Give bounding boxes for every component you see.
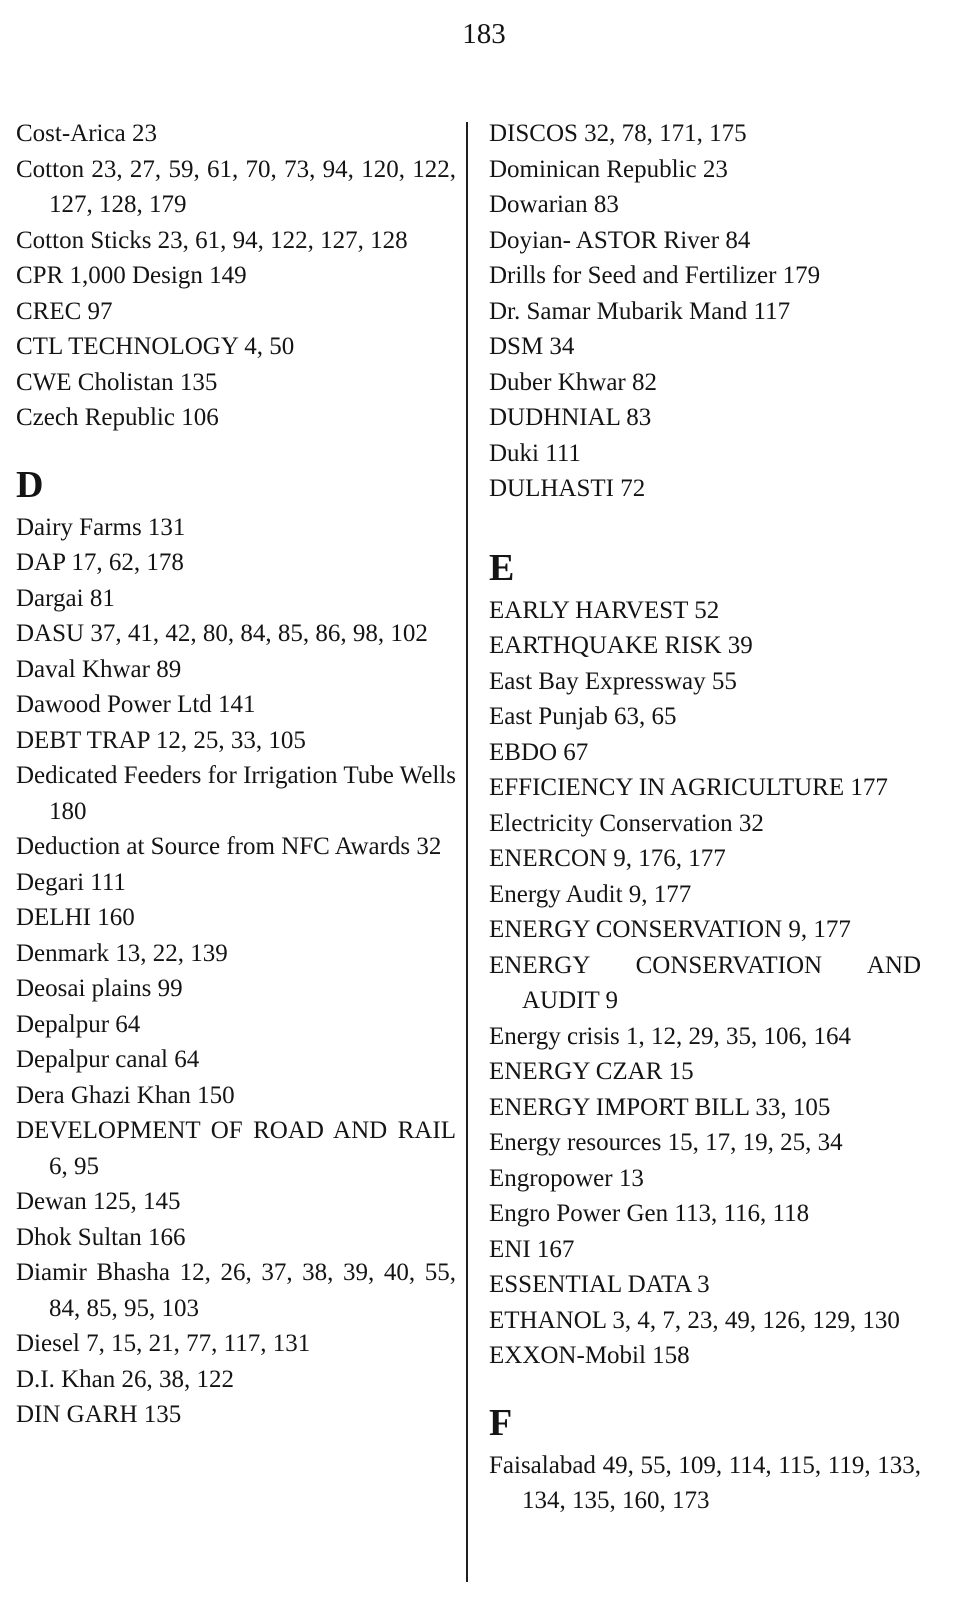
entries-f (489, 1448, 921, 1519)
index-entry: EARTHQUAKE RISK 39 (489, 632, 753, 659)
index-entry: Cotton 23, 27, 59, 61, 70, 73, 94, 120, 122, 127, 128, 179 (16, 155, 456, 218)
index-entry: EXXON-Mobil 158 (489, 1342, 690, 1369)
index-entry: Dowarian 83 (489, 191, 619, 218)
index-entry: ENERCON 9, 176, 177 (489, 845, 726, 872)
index-entry: Depalpur canal 64 (16, 1046, 200, 1073)
index-entry: CWE Cholistan 135 (16, 368, 218, 396)
index-entry: ENERGY CONSERVATION AND AUDIT 9 (489, 951, 921, 1014)
index-entry: DEVELOPMENT OF ROAD AND RAIL 6, 95 (16, 1117, 456, 1180)
index-entry: ENERGY CONSERVATION 9, 177 (489, 916, 851, 943)
index-entry: Denmark 13, 22, 139 (16, 939, 228, 967)
index-entry: East Punjab 63, 65 (489, 703, 677, 730)
index-entry: Dera Ghazi Khan 150 (16, 1081, 235, 1109)
index-entry: Degari 111 (16, 868, 126, 896)
index-entry: DASU 37, 41, 42, 80, 84, 85, 86, 98, 102 (16, 620, 428, 647)
index-entry: Dr. Samar Mubarik Mand 117 (489, 297, 791, 325)
index-entry: Drills for Seed and Fertilizer 179 (489, 262, 821, 289)
index-entry: Dedicated Feeders for Irrigation Tube Wells 180 (16, 762, 456, 825)
entries-e (489, 593, 921, 1374)
index-entry: EBDO 67 (489, 738, 589, 766)
index-entry: Dawood Power Ltd 141 (16, 691, 256, 718)
index-entry: Cost-Arica 23 (16, 120, 157, 147)
index-entry: Electricity Conservation 32 (489, 809, 764, 837)
index-entry: DIN GARH 135 (16, 1401, 182, 1428)
section-heading-f: F (489, 1401, 513, 1444)
index-entry: Dairy Farms 131 (16, 513, 186, 541)
index-entry: Daval Khwar 89 (16, 655, 182, 683)
index-entry: DISCOS 32, 78, 171, 175 (489, 120, 747, 147)
index-entry: Energy Audit 9, 177 (489, 880, 692, 908)
index-entry: Depalpur 64 (16, 1010, 141, 1038)
entries-d-continued (489, 116, 921, 507)
index-entry: Dhok Sultan 166 (16, 1223, 186, 1251)
index-entry: Czech Republic 106 (16, 404, 219, 431)
column-divider (466, 122, 468, 1582)
index-entry: DUDHNIAL 83 (489, 404, 652, 431)
section-heading-d: D (16, 463, 44, 506)
index-entry: Engropower 13 (489, 1164, 644, 1192)
index-entry: EARLY HARVEST 52 (489, 596, 720, 624)
index-entry: DAP 17, 62, 178 (16, 549, 184, 576)
index-entry: ETHANOL 3, 4, 7, 23, 49, 126, 129, 130 (489, 1306, 900, 1334)
entries-d (16, 510, 456, 1433)
index-entry: DELHI 160 (16, 904, 135, 931)
index-entry: Diesel 7, 15, 21, 77, 117, 131 (16, 1330, 311, 1357)
index-entry: Deosai plains 99 (16, 975, 183, 1002)
index-entry: East Bay Expressway 55 (489, 667, 737, 695)
index-entry: ENI 167 (489, 1235, 575, 1263)
index-entry: Dargai 81 (16, 584, 115, 612)
index-entry: Duber Khwar 82 (489, 368, 658, 396)
index-entry: Dewan 125, 145 (16, 1188, 181, 1215)
index-column-left (16, 116, 456, 1433)
index-entry: DULHASTI 72 (489, 475, 646, 502)
index-entry: DSM 34 (489, 333, 575, 360)
index-entry: Doyian- ASTOR River 84 (489, 226, 751, 254)
index-entry: Faisalabad 49, 55, 109, 114, 115, 119, 133, 134, 135, 160, 173 (489, 1451, 921, 1514)
index-entry: D.I. Khan 26, 38, 122 (16, 1365, 235, 1393)
index-entry: Energy resources 15, 17, 19, 25, 34 (489, 1129, 843, 1156)
index-entry: ENERGY IMPORT BILL 33, 105 (489, 1093, 831, 1121)
section-heading-e: E (489, 546, 515, 589)
index-entry: Dominican Republic 23 (489, 155, 728, 183)
index-entry: ESSENTIAL DATA 3 (489, 1271, 710, 1298)
entries-c (16, 116, 456, 436)
index-entry: DEBT TRAP 12, 25, 33, 105 (16, 726, 306, 754)
index-entry: Energy crisis 1, 12, 29, 35, 106, 164 (489, 1022, 852, 1050)
index-entry: EFFICIENCY IN AGRICULTURE 177 (489, 774, 888, 801)
page-number: 183 (462, 18, 506, 50)
index-entry: Diamir Bhasha 12, 26, 37, 38, 39, 40, 55, 84, 85, 95, 103 (16, 1259, 456, 1322)
index-entry: ENERGY CZAR 15 (489, 1058, 694, 1085)
index-entry: Cotton Sticks 23, 61, 94, 122, 127, 128 (16, 226, 408, 254)
index-entry: Deduction at Source from NFC Awards 32 (16, 833, 442, 860)
index-entry: Duki 111 (489, 439, 581, 467)
index-column-right (489, 116, 921, 1519)
index-entry: CPR 1,000 Design 149 (16, 262, 247, 289)
index-entry: CTL TECHNOLOGY 4, 50 (16, 333, 295, 360)
index-entry: Engro Power Gen 113, 116, 118 (489, 1200, 810, 1227)
index-entry: CREC 97 (16, 297, 113, 325)
